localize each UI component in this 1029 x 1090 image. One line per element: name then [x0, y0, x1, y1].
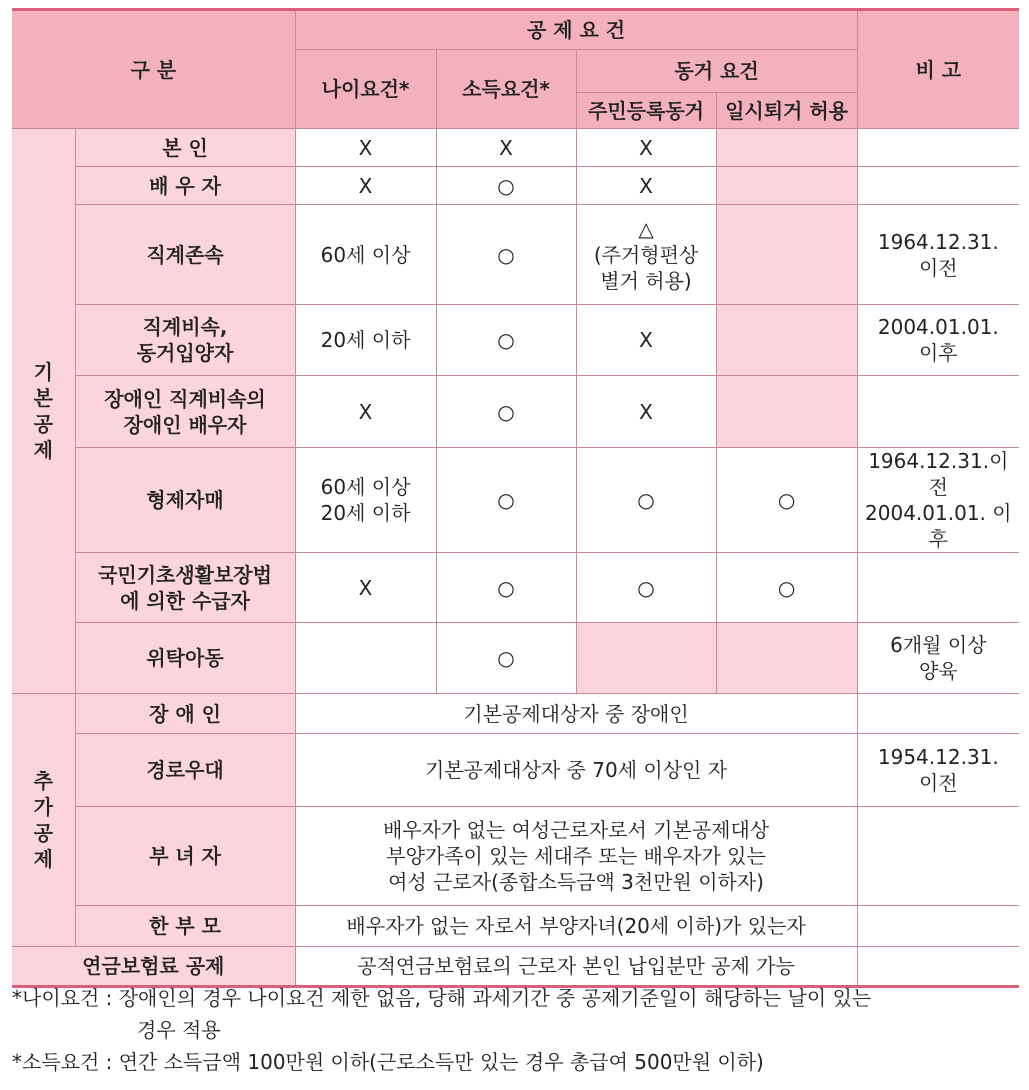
remarks-cell [857, 694, 1019, 734]
table-row [12, 448, 1019, 553]
row-label: 장애인 직계비속의 장애인 배우자 [75, 376, 295, 448]
income-note: *소득요건 : 연간 소득금액 100만원 이하(근로소득만 있는 경우 총급여 500만원 이하) [12, 1050, 764, 1074]
table-row [12, 305, 1019, 376]
age-cell: X [295, 376, 436, 448]
income-cell: ○ [436, 376, 576, 448]
basic-deduction-group: 기 본 공 제 [12, 129, 75, 694]
row-label: 국민기초생활보장법 에 의한 수급자 [75, 553, 295, 623]
registration-cell: X [576, 167, 716, 205]
header-income: 소득요건* [436, 50, 576, 129]
table-row [12, 807, 1019, 906]
table-row [12, 906, 1019, 947]
registration-cell: X [576, 376, 716, 448]
remarks-cell: 1954.12.31. 이전 [857, 734, 1019, 807]
registration-cell: ○ [576, 448, 716, 553]
remarks-cell [857, 807, 1019, 906]
temp-leave-cell [716, 129, 857, 167]
age-cell: 20세 이하 [295, 305, 436, 376]
income-cell: ○ [436, 305, 576, 376]
age-cell: 60세 이상 [295, 205, 436, 305]
income-cell: ○ [436, 553, 576, 623]
header-remarks: 비 고 [857, 10, 1019, 129]
remarks-cell [857, 129, 1019, 167]
income-cell: X [436, 129, 576, 167]
additional-deduction-group: 추 가 공 제 [12, 694, 75, 947]
temp-leave-cell [716, 205, 857, 305]
age-note-line1: *나이요건 : 장애인의 경우 나이요건 제한 없음, 당해 과세기간 중 공제기준일이 해당하는 날이 있는 [12, 986, 872, 1010]
registration-cell [576, 623, 716, 694]
row-label: 직계비속, 동거입양자 [75, 305, 295, 376]
temp-leave-cell: ○ [716, 448, 857, 553]
content-cell: 배우자가 없는 여성근로자로서 기본공제대상 부양가족이 있는 세대주 또는 배우자가 있는 여성 근로자(종합소득금액 3천만원 이하자) [295, 807, 857, 906]
temp-leave-cell [716, 167, 857, 205]
table-row [12, 553, 1019, 623]
temp-leave-cell [716, 623, 857, 694]
row-label: 본 인 [75, 129, 295, 167]
remarks-cell: 1964.12.31.이전 2004.01.01. 이후 [857, 448, 1019, 553]
content-cell: 배우자가 없는 자로서 부양자녀(20세 이하)가 있는자 [295, 906, 857, 947]
table-row [12, 376, 1019, 448]
row-label: 장 애 인 [75, 694, 295, 734]
table-row [12, 694, 1019, 734]
remarks-cell [857, 553, 1019, 623]
deduction-requirements-table [12, 8, 1019, 988]
age-note-line2: 경우 적용 [137, 1018, 221, 1042]
row-label: 위탁아동 [75, 623, 295, 694]
table-row [12, 167, 1019, 205]
row-label: 형제자매 [75, 448, 295, 553]
header-cohabitation: 동거 요건 [576, 50, 857, 93]
pension-content-cell: 공적연금보험료의 근로자 본인 납입분만 공제 가능 [295, 947, 857, 987]
age-cell: 60세 이상 20세 이하 [295, 448, 436, 553]
remarks-cell: 2004.01.01. 이후 [857, 305, 1019, 376]
table-row [12, 129, 1019, 167]
row-label: 경로우대 [75, 734, 295, 807]
header-temporary-leave: 일시퇴거 허용 [716, 93, 857, 129]
temp-leave-cell: ○ [716, 553, 857, 623]
content-cell: 기본공제대상자 중 70세 이상인 자 [295, 734, 857, 807]
header-deduction-requirements: 공 제 요 건 [295, 10, 857, 50]
remarks-cell: 1964.12.31. 이전 [857, 205, 1019, 305]
table-row [12, 947, 1019, 987]
row-label: 직계존속 [75, 205, 295, 305]
table-row [12, 205, 1019, 305]
registration-cell: X [576, 305, 716, 376]
registration-cell: X [576, 129, 716, 167]
row-label: 부 녀 자 [75, 807, 295, 906]
table-row [12, 623, 1019, 694]
temp-leave-cell [716, 305, 857, 376]
age-cell: X [295, 167, 436, 205]
footnotes [12, 982, 1022, 1078]
remarks-cell: 6개월 이상 양육 [857, 623, 1019, 694]
remarks-cell [857, 906, 1019, 947]
pension-remarks-cell [857, 947, 1019, 987]
row-label: 배 우 자 [75, 167, 295, 205]
registration-cell: ○ [576, 553, 716, 623]
remarks-cell [857, 376, 1019, 448]
header-age: 나이요건* [295, 50, 436, 129]
age-cell [295, 623, 436, 694]
income-cell: ○ [436, 205, 576, 305]
table-row [12, 734, 1019, 807]
age-cell: X [295, 129, 436, 167]
remarks-cell [857, 167, 1019, 205]
row-label: 한 부 모 [75, 906, 295, 947]
content-cell: 기본공제대상자 중 장애인 [295, 694, 857, 734]
income-cell: ○ [436, 167, 576, 205]
pension-row-label: 연금보험료 공제 [12, 947, 295, 987]
registration-cell: △ (주거형편상 별거 허용) [576, 205, 716, 305]
income-cell: ○ [436, 623, 576, 694]
header-resident-registration: 주민등록동거 [576, 93, 716, 129]
header-category: 구 분 [12, 10, 295, 129]
age-cell: X [295, 553, 436, 623]
income-cell: ○ [436, 448, 576, 553]
temp-leave-cell [716, 376, 857, 448]
